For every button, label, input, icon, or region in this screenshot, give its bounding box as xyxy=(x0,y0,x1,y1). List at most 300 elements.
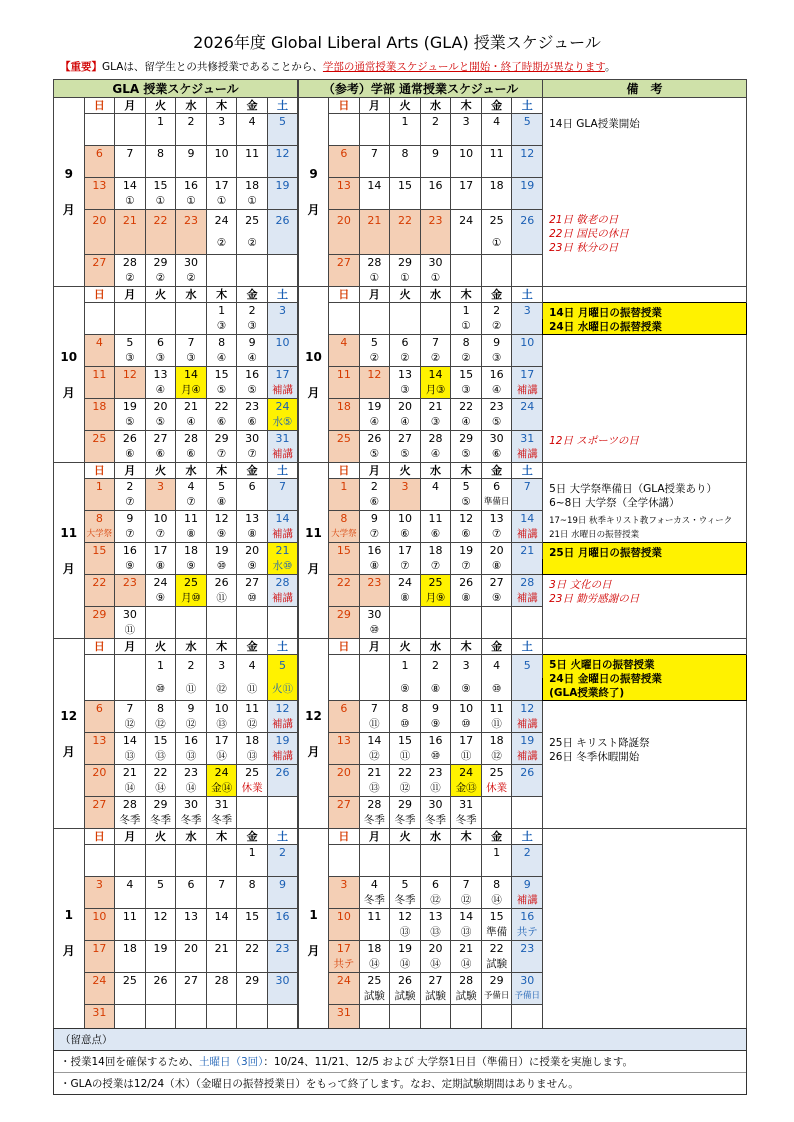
day-number: 17 xyxy=(512,367,543,383)
day-number: 28 xyxy=(206,973,237,989)
class-session xyxy=(206,861,237,877)
day-number xyxy=(451,1005,482,1021)
weekday-gla: 水 xyxy=(176,829,207,845)
class-session: ⑩ xyxy=(451,717,482,733)
class-session xyxy=(512,194,543,210)
class-session xyxy=(267,957,298,973)
day-number: 20 xyxy=(84,765,115,781)
day-number: 27 xyxy=(481,575,512,591)
day-number: 29 xyxy=(237,973,268,989)
class-session xyxy=(512,678,543,701)
class-session: ⑨ xyxy=(451,678,482,701)
day-number: 31 xyxy=(84,1005,115,1021)
class-session: ① xyxy=(359,271,390,287)
class-session xyxy=(115,678,146,701)
class-session xyxy=(84,749,115,765)
class-session: 共テ xyxy=(512,925,543,941)
day-number xyxy=(267,1005,298,1021)
class-session: ⑩ xyxy=(237,591,268,607)
class-session: 補講 xyxy=(267,591,298,607)
day-number xyxy=(145,303,176,319)
class-session xyxy=(84,162,115,178)
class-session xyxy=(329,989,360,1005)
day-number: 25 xyxy=(115,973,146,989)
day-number: 12 xyxy=(206,511,237,527)
class-session xyxy=(206,925,237,941)
gla-header: GLA 授業スケジュール xyxy=(54,80,299,98)
day-number: 12 xyxy=(512,701,543,717)
class-session: 補講 xyxy=(267,749,298,765)
class-session: ③ xyxy=(145,351,176,367)
weekday-reg: 木 xyxy=(451,829,482,845)
day-number: 15 xyxy=(84,543,115,559)
day-number: 23 xyxy=(115,575,146,591)
month-label-regular: 1 月 xyxy=(298,829,329,1037)
notes-cell xyxy=(543,146,747,178)
class-session: ① xyxy=(145,194,176,210)
class-session: ⑭ xyxy=(420,957,451,973)
day-number: 6 xyxy=(176,877,207,893)
day-number: 4 xyxy=(176,479,207,495)
day-number: 31 xyxy=(206,797,237,813)
day-number: 11 xyxy=(115,909,146,925)
day-number: 26 xyxy=(267,765,298,781)
class-session xyxy=(84,232,115,255)
class-session: ⑧ xyxy=(420,678,451,701)
day-number: 13 xyxy=(84,733,115,749)
notes-header: 備 考 xyxy=(543,80,747,98)
class-session xyxy=(359,383,390,399)
notes-cell xyxy=(543,287,747,303)
class-session: ⑧ xyxy=(237,527,268,543)
class-session xyxy=(512,781,543,797)
class-session xyxy=(329,749,360,765)
day-number xyxy=(359,845,390,861)
day-number xyxy=(84,845,115,861)
day-number: 11 xyxy=(237,701,268,717)
day-number: 21 xyxy=(206,941,237,957)
class-session: ② xyxy=(481,319,512,335)
class-session: 共テ xyxy=(329,957,360,973)
class-session xyxy=(329,591,360,607)
day-number: 10 xyxy=(84,909,115,925)
day-number: 18 xyxy=(115,941,146,957)
class-session xyxy=(512,162,543,178)
day-number: 5 xyxy=(512,655,543,678)
day-number: 10 xyxy=(206,146,237,162)
weekday-gla: 水 xyxy=(176,639,207,655)
day-number: 27 xyxy=(145,431,176,447)
day-number: 31 xyxy=(512,431,543,447)
class-session: ⑪ xyxy=(237,678,268,701)
day-number xyxy=(237,797,268,813)
weekday-reg: 金 xyxy=(481,463,512,479)
notes-line-2: ・GLAの授業は12/24（木）（金曜日の振替授業日）をもって終了します。なお、定期試験期間はありません。 xyxy=(60,1078,579,1090)
day-number: 3 xyxy=(390,479,421,495)
notes-cell: 5日 大学祭準備日（GLA授業あり） 6~8日 大学祭（全学休講） xyxy=(543,479,747,511)
class-session: ⑩ xyxy=(481,678,512,701)
class-session: 冬季 xyxy=(451,813,482,829)
day-number: 22 xyxy=(390,765,421,781)
class-session xyxy=(115,957,146,973)
notes-cell xyxy=(543,877,747,909)
class-session: ⑫ xyxy=(237,717,268,733)
class-session: ⑪ xyxy=(420,781,451,797)
class-session: ⑦ xyxy=(176,495,207,511)
day-number xyxy=(267,255,298,271)
weekday-reg: 火 xyxy=(390,98,421,114)
weekday-reg: 火 xyxy=(390,287,421,303)
day-number: 2 xyxy=(115,479,146,495)
day-number: 27 xyxy=(84,255,115,271)
class-session: ⑨ xyxy=(145,591,176,607)
day-number: 15 xyxy=(329,543,360,559)
page-title: 2026年度 Global Liberal Arts (GLA) 授業スケジュール xyxy=(193,33,601,52)
class-session xyxy=(176,893,207,909)
class-session: ⑥ xyxy=(359,495,390,511)
class-session xyxy=(390,861,421,877)
notes-cell xyxy=(543,98,747,114)
class-session xyxy=(329,623,360,639)
class-session xyxy=(329,447,360,463)
class-session xyxy=(329,271,360,287)
class-session: ⑤ xyxy=(390,447,421,463)
class-session: 補講 xyxy=(512,591,543,607)
class-session: ② xyxy=(115,271,146,287)
class-session xyxy=(329,893,360,909)
class-session xyxy=(267,861,298,877)
class-session: ⑭ xyxy=(359,957,390,973)
class-session xyxy=(329,415,360,431)
class-session: 冬季 xyxy=(206,813,237,829)
class-session: ② xyxy=(176,271,207,287)
day-number: 13 xyxy=(420,909,451,925)
day-number: 28 xyxy=(359,255,390,271)
weekday-reg: 火 xyxy=(390,829,421,845)
day-number: 10 xyxy=(145,511,176,527)
day-number: 7 xyxy=(115,146,146,162)
day-number: 22 xyxy=(237,941,268,957)
day-number: 18 xyxy=(420,543,451,559)
weekday-reg: 土 xyxy=(512,463,543,479)
day-number: 27 xyxy=(390,431,421,447)
day-number: 24 xyxy=(145,575,176,591)
day-number: 2 xyxy=(420,655,451,678)
day-number: 7 xyxy=(115,701,146,717)
class-session xyxy=(267,271,298,287)
class-session xyxy=(237,813,268,829)
weekday-gla: 月 xyxy=(115,463,146,479)
class-session xyxy=(481,623,512,639)
class-session: ⑬ xyxy=(390,925,421,941)
day-number xyxy=(145,607,176,623)
day-number: 1 xyxy=(481,845,512,861)
class-session: ④ xyxy=(420,447,451,463)
class-session xyxy=(481,162,512,178)
day-number: 19 xyxy=(206,543,237,559)
class-session: 補講 xyxy=(512,893,543,909)
day-number: 23 xyxy=(359,575,390,591)
day-number: 17 xyxy=(451,178,482,194)
weekday-gla: 金 xyxy=(237,287,268,303)
day-number xyxy=(451,607,482,623)
day-number: 6 xyxy=(329,701,360,717)
class-session xyxy=(115,989,146,1005)
class-session: ⑬ xyxy=(115,749,146,765)
day-number xyxy=(84,114,115,130)
day-number: 11 xyxy=(359,909,390,925)
class-session: ⑥ xyxy=(451,527,482,543)
day-number: 12 xyxy=(267,701,298,717)
class-session xyxy=(329,194,360,210)
day-number: 28 xyxy=(512,575,543,591)
class-session xyxy=(115,383,146,399)
class-session: 補講 xyxy=(512,383,543,399)
class-session: ⑦ xyxy=(481,527,512,543)
day-number: 7 xyxy=(359,701,390,717)
class-session xyxy=(329,717,360,733)
class-session xyxy=(145,232,176,255)
class-session: 補講 xyxy=(512,717,543,733)
weekday-reg: 水 xyxy=(420,829,451,845)
day-number: 11 xyxy=(481,701,512,717)
class-session: 補講 xyxy=(267,383,298,399)
notes-cell: 5日 火曜日の振替授業 24日 金曜日の振替授業 (GLA授業終了) xyxy=(543,655,747,701)
weekday-gla: 月 xyxy=(115,98,146,114)
class-session xyxy=(267,319,298,335)
day-number: 18 xyxy=(481,178,512,194)
weekday-reg: 木 xyxy=(451,287,482,303)
class-session: ⑥ xyxy=(176,447,207,463)
class-session xyxy=(84,957,115,973)
day-number: 18 xyxy=(481,733,512,749)
class-session xyxy=(237,989,268,1005)
day-number: 26 xyxy=(267,210,298,233)
class-session xyxy=(84,194,115,210)
day-number: 16 xyxy=(420,733,451,749)
day-number: 14 xyxy=(359,733,390,749)
day-number: 22 xyxy=(481,941,512,957)
day-number: 28 xyxy=(451,973,482,989)
class-session: ⑪ xyxy=(451,749,482,765)
day-number: 29 xyxy=(451,431,482,447)
class-session: ④ xyxy=(390,415,421,431)
day-number: 21 xyxy=(359,765,390,781)
day-number: 26 xyxy=(145,973,176,989)
class-session xyxy=(267,989,298,1005)
day-number xyxy=(512,255,543,271)
day-number: 3 xyxy=(206,114,237,130)
class-session xyxy=(451,623,482,639)
class-session: ⑨ xyxy=(115,559,146,575)
class-session xyxy=(237,623,268,639)
class-session: ⑭ xyxy=(145,781,176,797)
day-number: 29 xyxy=(145,255,176,271)
class-session xyxy=(420,861,451,877)
day-number: 25 xyxy=(420,575,451,591)
day-number: 3 xyxy=(206,655,237,678)
day-number: 19 xyxy=(145,941,176,957)
class-session: 休業 xyxy=(481,781,512,797)
class-session xyxy=(206,162,237,178)
weekday-reg: 金 xyxy=(481,639,512,655)
class-session: ⑧ xyxy=(390,591,421,607)
class-session xyxy=(329,495,360,511)
class-session xyxy=(267,130,298,146)
weekday-gla: 金 xyxy=(237,639,268,655)
class-session: ④ xyxy=(206,351,237,367)
day-number: 22 xyxy=(451,399,482,415)
day-number: 26 xyxy=(390,973,421,989)
class-session: 試験 xyxy=(481,957,512,973)
day-number: 20 xyxy=(176,941,207,957)
day-number: 29 xyxy=(390,255,421,271)
day-number: 5 xyxy=(512,114,543,130)
day-number: 25 xyxy=(237,765,268,781)
class-session xyxy=(145,893,176,909)
day-number: 16 xyxy=(176,733,207,749)
class-session xyxy=(176,130,207,146)
class-session: ⑦ xyxy=(390,559,421,575)
day-number: 5 xyxy=(267,655,298,678)
day-number: 25 xyxy=(176,575,207,591)
weekday-gla: 木 xyxy=(206,287,237,303)
class-session xyxy=(481,813,512,829)
day-number: 7 xyxy=(176,335,207,351)
day-number: 3 xyxy=(84,877,115,893)
day-number: 29 xyxy=(145,797,176,813)
day-number: 11 xyxy=(176,511,207,527)
weekday-reg: 月 xyxy=(359,98,390,114)
class-session xyxy=(267,925,298,941)
weekday-gla: 火 xyxy=(145,98,176,114)
day-number: 21 xyxy=(115,210,146,233)
weekday-reg: 月 xyxy=(359,287,390,303)
day-number xyxy=(359,655,390,678)
class-session xyxy=(145,319,176,335)
day-number xyxy=(390,303,421,319)
day-number: 1 xyxy=(145,114,176,130)
weekday-gla: 木 xyxy=(206,829,237,845)
day-number: 10 xyxy=(329,909,360,925)
class-session: ⑬ xyxy=(176,749,207,765)
class-session: ⑥ xyxy=(390,527,421,543)
day-number: 21 xyxy=(176,399,207,415)
day-number xyxy=(451,845,482,861)
day-number: 29 xyxy=(206,431,237,447)
day-number: 1 xyxy=(145,655,176,678)
class-session: ⑨ xyxy=(206,527,237,543)
notes-cell xyxy=(543,701,747,733)
day-number xyxy=(206,255,237,271)
weekday-reg: 月 xyxy=(359,829,390,845)
day-number: 20 xyxy=(329,210,360,233)
day-number: 17 xyxy=(329,941,360,957)
class-session xyxy=(84,495,115,511)
class-session xyxy=(176,162,207,178)
day-number xyxy=(176,845,207,861)
class-session: 冬季 xyxy=(390,813,421,829)
class-session: ② xyxy=(237,232,268,255)
weekday-gla: 土 xyxy=(267,829,298,845)
class-session xyxy=(206,130,237,146)
class-session: ① xyxy=(206,194,237,210)
class-session: ① xyxy=(390,271,421,287)
notes-cell: 25日 キリスト降誕祭 26日 冬季休暇開始 xyxy=(543,733,747,765)
class-session: ⑤ xyxy=(359,447,390,463)
day-number: 17 xyxy=(451,733,482,749)
day-number: 16 xyxy=(420,178,451,194)
schedule-body xyxy=(54,80,747,1037)
day-number: 25 xyxy=(481,210,512,233)
day-number: 10 xyxy=(451,146,482,162)
weekday-gla: 金 xyxy=(237,98,268,114)
day-number xyxy=(420,303,451,319)
day-number: 9 xyxy=(176,146,207,162)
class-session xyxy=(420,194,451,210)
day-number xyxy=(145,845,176,861)
class-session xyxy=(390,319,421,335)
class-session: ⑧ xyxy=(176,527,207,543)
day-number: 4 xyxy=(115,877,146,893)
day-number: 13 xyxy=(176,909,207,925)
day-number: 18 xyxy=(84,399,115,415)
class-session: ⑬ xyxy=(420,925,451,941)
day-number: 15 xyxy=(390,733,421,749)
day-number: 27 xyxy=(329,797,360,813)
day-number xyxy=(359,114,390,130)
class-session xyxy=(420,319,451,335)
day-number: 3 xyxy=(451,655,482,678)
day-number: 20 xyxy=(481,543,512,559)
day-number: 14 xyxy=(512,511,543,527)
day-number: 21 xyxy=(359,210,390,233)
day-number: 2 xyxy=(267,845,298,861)
day-number: 15 xyxy=(237,909,268,925)
day-number: 8 xyxy=(237,877,268,893)
day-number: 13 xyxy=(329,178,360,194)
class-session xyxy=(206,957,237,973)
day-number: 3 xyxy=(145,479,176,495)
day-number: 4 xyxy=(481,114,512,130)
weekday-reg: 火 xyxy=(390,463,421,479)
class-session xyxy=(329,351,360,367)
day-number: 21 xyxy=(115,765,146,781)
day-number xyxy=(481,255,512,271)
class-session: ④ xyxy=(176,415,207,431)
day-number: 23 xyxy=(512,941,543,957)
day-number: 25 xyxy=(329,431,360,447)
class-session xyxy=(115,591,146,607)
class-session xyxy=(145,925,176,941)
class-session: ⑫ xyxy=(206,678,237,701)
class-session: 水⑤ xyxy=(267,415,298,431)
class-session: ③ xyxy=(451,383,482,399)
day-number xyxy=(84,655,115,678)
class-session: ⑪ xyxy=(390,749,421,765)
class-session: ③ xyxy=(237,319,268,335)
day-number xyxy=(237,607,268,623)
day-number: 29 xyxy=(84,607,115,623)
day-number: 9 xyxy=(115,511,146,527)
class-session xyxy=(329,383,360,399)
day-number: 14 xyxy=(451,909,482,925)
class-session xyxy=(84,271,115,287)
weekday-reg: 土 xyxy=(512,287,543,303)
class-session: ⑥ xyxy=(115,447,146,463)
day-number: 1 xyxy=(206,303,237,319)
class-session: ⑭ xyxy=(451,957,482,973)
